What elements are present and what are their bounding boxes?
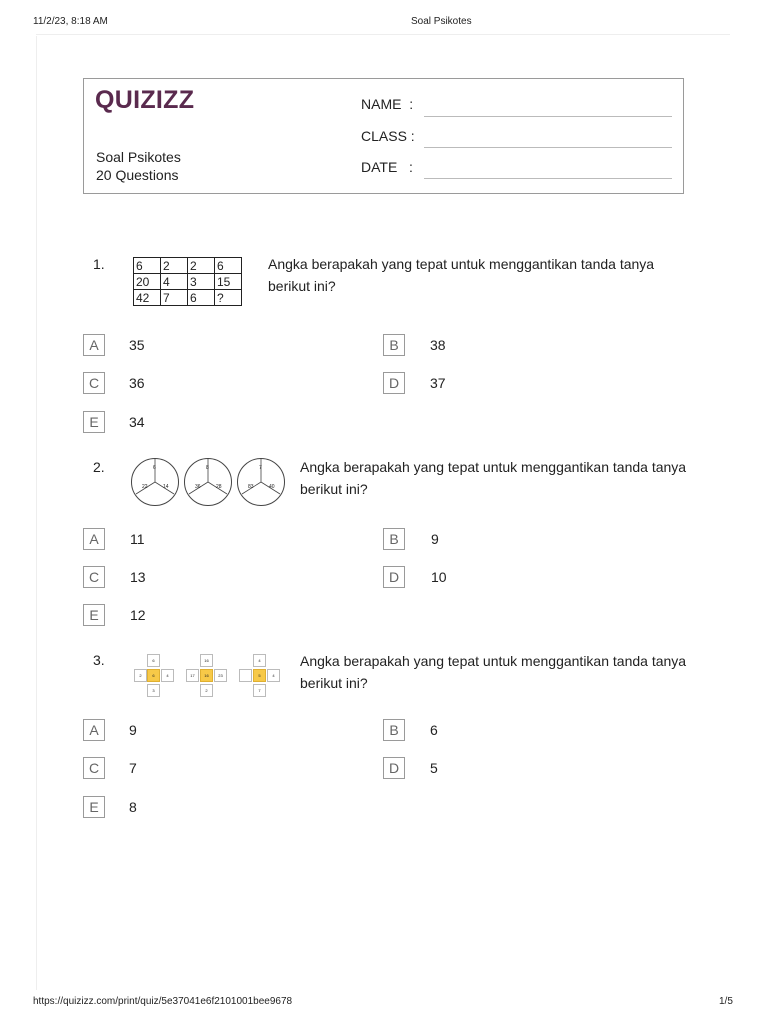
option-b-box[interactable]: B bbox=[383, 719, 405, 741]
cross-center-cell: 16 bbox=[200, 669, 213, 682]
puzzle-circle bbox=[237, 458, 285, 506]
option-a-value: 35 bbox=[129, 337, 145, 353]
grid-cell: 3 bbox=[188, 274, 215, 290]
cross-cell bbox=[239, 669, 252, 682]
name-label: NAME : bbox=[361, 96, 414, 112]
question-number: 1. bbox=[93, 256, 105, 272]
puzzle-circle bbox=[131, 458, 179, 506]
cross-cell: 4 bbox=[267, 669, 280, 682]
circle-number: 83 bbox=[248, 484, 254, 490]
option-a-box[interactable]: A bbox=[83, 528, 105, 550]
option-b-value: 6 bbox=[430, 722, 438, 738]
cross-cell: 7 bbox=[253, 684, 266, 697]
grid-cell: 4 bbox=[161, 274, 188, 290]
circle-number: 14 bbox=[163, 484, 169, 490]
print-doc-title: Soal Psikotes bbox=[411, 16, 472, 27]
cross-cell: 2 bbox=[134, 669, 147, 682]
print-timestamp: 11/2/23, 8:18 AM bbox=[33, 16, 108, 27]
option-d-value: 10 bbox=[431, 569, 447, 585]
option-e-box[interactable]: E bbox=[83, 604, 105, 626]
date-line[interactable] bbox=[424, 178, 672, 179]
name-line[interactable] bbox=[424, 116, 672, 117]
cross-center-cell: 6 bbox=[147, 669, 160, 682]
cross-cell: 6 bbox=[147, 654, 160, 667]
option-b-box[interactable]: B bbox=[383, 528, 405, 550]
option-c-box[interactable]: C bbox=[83, 372, 105, 394]
option-c-box[interactable]: C bbox=[83, 757, 105, 779]
question-text: Angka berapakah yang tepat untuk menggantikan tanda tanya berikut ini? bbox=[268, 256, 655, 294]
question-count: 20 Questions bbox=[96, 167, 179, 183]
circle-number: 6 bbox=[153, 465, 156, 471]
print-page-count: 1/5 bbox=[719, 996, 733, 1007]
cross-cell: 3 bbox=[147, 684, 160, 697]
puzzle-circle bbox=[184, 458, 232, 506]
grid-cell: ? bbox=[215, 290, 242, 306]
class-label: CLASS : bbox=[361, 128, 415, 144]
number-grid-image bbox=[133, 257, 242, 306]
cross-cell: 4 bbox=[253, 654, 266, 667]
option-d-box[interactable]: D bbox=[383, 566, 405, 588]
option-c-value: 36 bbox=[129, 375, 145, 391]
quiz-title: Soal Psikotes bbox=[96, 149, 181, 165]
grid-cell: 15 bbox=[215, 274, 242, 290]
circle-number: 7 bbox=[259, 465, 262, 471]
quizizz-logo: QUIZIZZ bbox=[95, 86, 195, 114]
question-number: 3. bbox=[93, 652, 105, 668]
grid-cell: 42 bbox=[134, 290, 161, 306]
option-a-box[interactable]: A bbox=[83, 719, 105, 741]
date-label: DATE : bbox=[361, 159, 413, 175]
option-b-value: 38 bbox=[430, 337, 446, 353]
option-a-value: 11 bbox=[130, 531, 145, 547]
circle-number: 8 bbox=[206, 465, 209, 471]
print-url: https://quizizz.com/print/quiz/5e37041e6f2101001bee9678 bbox=[33, 996, 293, 1007]
grid-cell: 20 bbox=[134, 274, 161, 290]
circle-number: 22 bbox=[142, 484, 148, 490]
class-line[interactable] bbox=[424, 147, 672, 148]
grid-cell: 2 bbox=[161, 258, 188, 274]
grid-cell: 7 bbox=[161, 290, 188, 306]
option-b-value: 9 bbox=[431, 531, 439, 547]
circle-puzzle-image bbox=[131, 458, 291, 506]
question-text: Angka berapakah yang tepat untuk menggantikan tanda tanya berikut ini? bbox=[300, 653, 687, 691]
option-c-value: 13 bbox=[130, 569, 146, 585]
cross-cell: 16 bbox=[200, 654, 213, 667]
option-c-value: 7 bbox=[129, 760, 137, 776]
cross-cell: 4 bbox=[161, 669, 174, 682]
option-e-box[interactable]: E bbox=[83, 796, 105, 818]
option-e-value: 12 bbox=[130, 607, 146, 623]
option-d-value: 5 bbox=[430, 760, 438, 776]
option-d-value: 37 bbox=[430, 375, 446, 391]
option-a-value: 9 bbox=[129, 722, 137, 738]
circle-number: 36 bbox=[195, 484, 201, 490]
grid-cell: 2 bbox=[188, 258, 215, 274]
cross-cell: 23 bbox=[214, 669, 227, 682]
option-e-box[interactable]: E bbox=[83, 411, 105, 433]
option-e-value: 8 bbox=[129, 799, 137, 815]
cross-center-cell: 5 bbox=[253, 669, 266, 682]
option-b-box[interactable]: B bbox=[383, 334, 405, 356]
question-number: 2. bbox=[93, 459, 105, 475]
option-e-value: 34 bbox=[129, 414, 145, 430]
cross-cell: 2 bbox=[200, 684, 213, 697]
circle-number: 40 bbox=[269, 484, 275, 490]
option-c-box[interactable]: C bbox=[83, 566, 105, 588]
circle-number: 28 bbox=[216, 484, 222, 490]
option-d-box[interactable]: D bbox=[383, 372, 405, 394]
question-text: Angka berapakah yang tepat untuk menggantikan tanda tanya berikut ini? bbox=[300, 459, 687, 497]
grid-cell: 6 bbox=[215, 258, 242, 274]
page-border-top bbox=[36, 34, 730, 35]
option-a-box[interactable]: A bbox=[83, 334, 105, 356]
grid-cell: 6 bbox=[134, 258, 161, 274]
grid-cell: 6 bbox=[188, 290, 215, 306]
cross-puzzle-image bbox=[131, 654, 286, 698]
page-border-left bbox=[36, 36, 37, 990]
option-d-box[interactable]: D bbox=[383, 757, 405, 779]
cross-cell: 17 bbox=[186, 669, 199, 682]
